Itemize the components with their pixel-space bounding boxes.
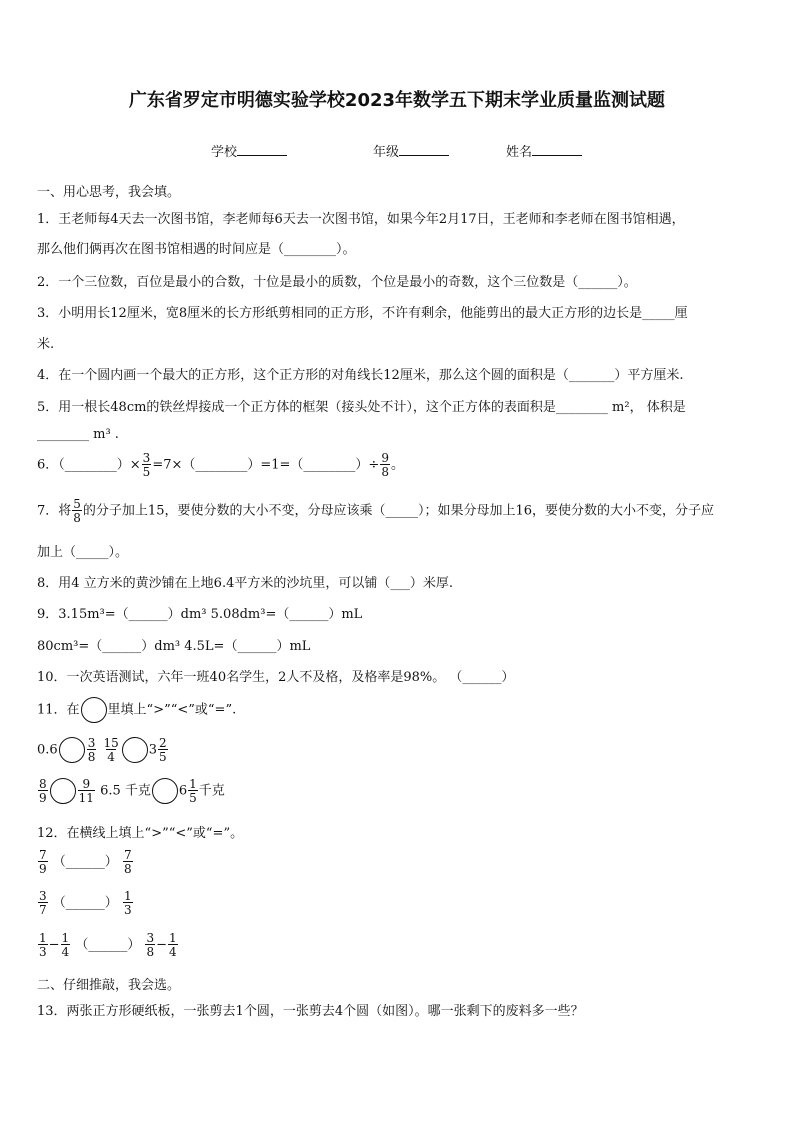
- question-3-line-1: 3．小明用长12厘米，宽8厘米的长方形纸剪相同的正方形，不许有剩余，他能剪出的最大正方形的边长是_____厘: [37, 306, 688, 321]
- fraction: [61, 932, 71, 958]
- denominator: 5: [159, 750, 167, 764]
- minus-sign: −: [48, 937, 60, 953]
- fraction: [78, 778, 95, 804]
- compare-circle[interactable]: [81, 697, 107, 723]
- question-11-head: [37, 697, 236, 723]
- denominator: 8: [146, 945, 155, 959]
- denominator: 8: [381, 465, 389, 479]
- q11-pre: 11．在: [37, 702, 80, 718]
- fraction: [188, 778, 198, 804]
- answer-blank[interactable]: （______）: [52, 895, 118, 911]
- grade-blank[interactable]: [399, 143, 449, 156]
- fraction: [145, 932, 155, 958]
- question-12-head: 12．在横线上填上“>”“<”或“=”。: [37, 826, 244, 841]
- numerator: 3: [146, 931, 155, 945]
- question-9-line-2: 80cm³=（______）dm³ 4.5L=（______）mL: [37, 639, 311, 654]
- numerator: 1: [39, 931, 47, 945]
- section-1-heading: 一、用心思考，我会填。: [37, 185, 181, 200]
- denominator: 7: [39, 903, 47, 917]
- question-13: 13．两张正方形硬纸板，一张剪去1个圆，一张剪去4个圆（如图）。哪一张剩下的废料多一些？: [37, 1004, 584, 1019]
- denominator: 8: [73, 511, 81, 525]
- fraction: [38, 932, 48, 958]
- fraction-5-8: [72, 498, 82, 524]
- fraction: [102, 737, 119, 763]
- compare-circle[interactable]: [59, 737, 85, 763]
- fraction-3-5: [142, 452, 152, 478]
- numerator: 9: [381, 451, 389, 465]
- numerator: 2: [159, 736, 167, 750]
- q6-end: 。: [390, 457, 404, 473]
- denominator: 5: [189, 791, 197, 805]
- numerator: 9: [82, 777, 91, 791]
- fraction: [158, 737, 168, 763]
- q7-post: 的分子加上15，要使分数的大小不变，分母应该乘（_____）；如果分母加上16，要使分数的大小不变，分子应: [82, 503, 715, 519]
- school-blank[interactable]: [237, 143, 287, 156]
- question-1-line-2: 那么他们俩再次在图书馆相遇的时间应是（________）。: [37, 242, 356, 257]
- numerator: 1: [61, 931, 70, 945]
- answer-blank[interactable]: （______）: [52, 854, 118, 870]
- question-1-line-1: 1．王老师每4天去一次图书馆，李老师每6天去一次图书馆，如果今年2月17日，王老师和李老师在图书馆相遇，: [37, 212, 685, 227]
- denominator: 8: [87, 750, 96, 764]
- numerator: 8: [39, 777, 47, 791]
- denominator: 5: [142, 465, 151, 479]
- question-2: 2．一个三位数，百位是最小的合数，十位是最小的质数，个位是最小的奇数，这个三位数是（______）。: [37, 275, 637, 290]
- question-4: 4．在一个圆内画一个最大的正方形，这个正方形的对角线长12厘米，那么这个圆的面积是（_______）平方厘米.: [37, 368, 684, 383]
- numerator: 15: [103, 736, 119, 750]
- whole-part: 6: [178, 783, 188, 799]
- fraction: [87, 737, 97, 763]
- numerator: 7: [39, 848, 47, 862]
- question-8: 8．用4 立方米的黄沙铺在上地6.4平方米的沙坑里，可以铺（___）米厚.: [37, 576, 453, 591]
- denominator: 9: [39, 862, 47, 876]
- numerator: 3: [39, 889, 47, 903]
- denominator: 8: [123, 862, 132, 876]
- compare-circle[interactable]: [50, 778, 76, 804]
- grade-field: [373, 141, 449, 160]
- question-9-line-1: 9．3.15m³=（______）dm³ 5.08dm³=（______）mL: [37, 607, 363, 622]
- question-6: [37, 452, 404, 478]
- fraction: [38, 890, 48, 916]
- numerator: 1: [169, 931, 177, 945]
- denominator: 9: [39, 791, 47, 805]
- value-0-6: 0.6: [37, 742, 58, 758]
- denominator: 4: [169, 945, 177, 959]
- denominator: 4: [107, 750, 115, 764]
- question-5-line-2: ________ m³ .: [37, 427, 119, 442]
- fraction: [168, 932, 178, 958]
- numerator: 5: [73, 497, 81, 511]
- denominator: 11: [78, 791, 94, 805]
- unit-kg: 千克: [198, 783, 225, 799]
- question-7-line-1: [37, 498, 714, 524]
- name-field: [506, 141, 582, 160]
- denominator: 3: [123, 903, 132, 917]
- whole-part: 3: [148, 742, 158, 758]
- fraction: [123, 849, 133, 875]
- numerator: 1: [189, 777, 197, 791]
- question-10: 10．一次英语测试，六年一班40名学生，2人不及格，及格率是98%。 （______）: [37, 670, 515, 685]
- school-label: 学校: [211, 145, 238, 160]
- grade-label: 年级: [373, 145, 400, 160]
- numerator: 3: [87, 736, 96, 750]
- value-kg: 6.5 千克: [100, 783, 151, 799]
- numerator: 3: [142, 451, 151, 465]
- q6-pre: 6．（________）×: [37, 457, 141, 473]
- denominator: 3: [39, 945, 47, 959]
- q6-mid: =7×（________）=1=（________）÷: [152, 457, 380, 473]
- fraction-9-8: [380, 452, 390, 478]
- name-blank[interactable]: [532, 143, 582, 156]
- question-11-row-1: [37, 737, 169, 763]
- school-field: [211, 141, 287, 160]
- page-title: 广东省罗定市明德实验学校2023年数学五下期末学业质量监测试题: [128, 90, 666, 111]
- q11-post: 里填上“>”“<”或“=”.: [107, 702, 237, 718]
- fraction: [38, 778, 48, 804]
- question-11-row-2: [37, 778, 225, 804]
- question-3-line-2: 米.: [37, 337, 55, 352]
- q7-pre: 7．将: [37, 503, 72, 519]
- question-12-row-1: [37, 849, 134, 875]
- question-5-line-1: 5．用一根长48cm的铁丝焊接成一个正方体的框架（接头处不计），这个正方体的表面积是________ m²， 体积是: [37, 400, 686, 415]
- compare-circle[interactable]: [122, 737, 148, 763]
- numerator: 1: [123, 889, 132, 903]
- question-7-line-2: 加上（_____）。: [37, 545, 129, 560]
- fraction: [38, 849, 48, 875]
- answer-blank[interactable]: （______）: [75, 937, 141, 953]
- section-2-heading: 二、仔细推敲，我会选。: [37, 978, 181, 993]
- question-12-row-2: [37, 890, 134, 916]
- denominator: 4: [61, 945, 70, 959]
- minus-sign: −: [156, 937, 168, 953]
- question-12-row-3: [37, 932, 179, 958]
- numerator: 7: [123, 848, 132, 862]
- fraction: [123, 890, 133, 916]
- compare-circle[interactable]: [152, 778, 178, 804]
- name-label: 姓名: [506, 145, 533, 160]
